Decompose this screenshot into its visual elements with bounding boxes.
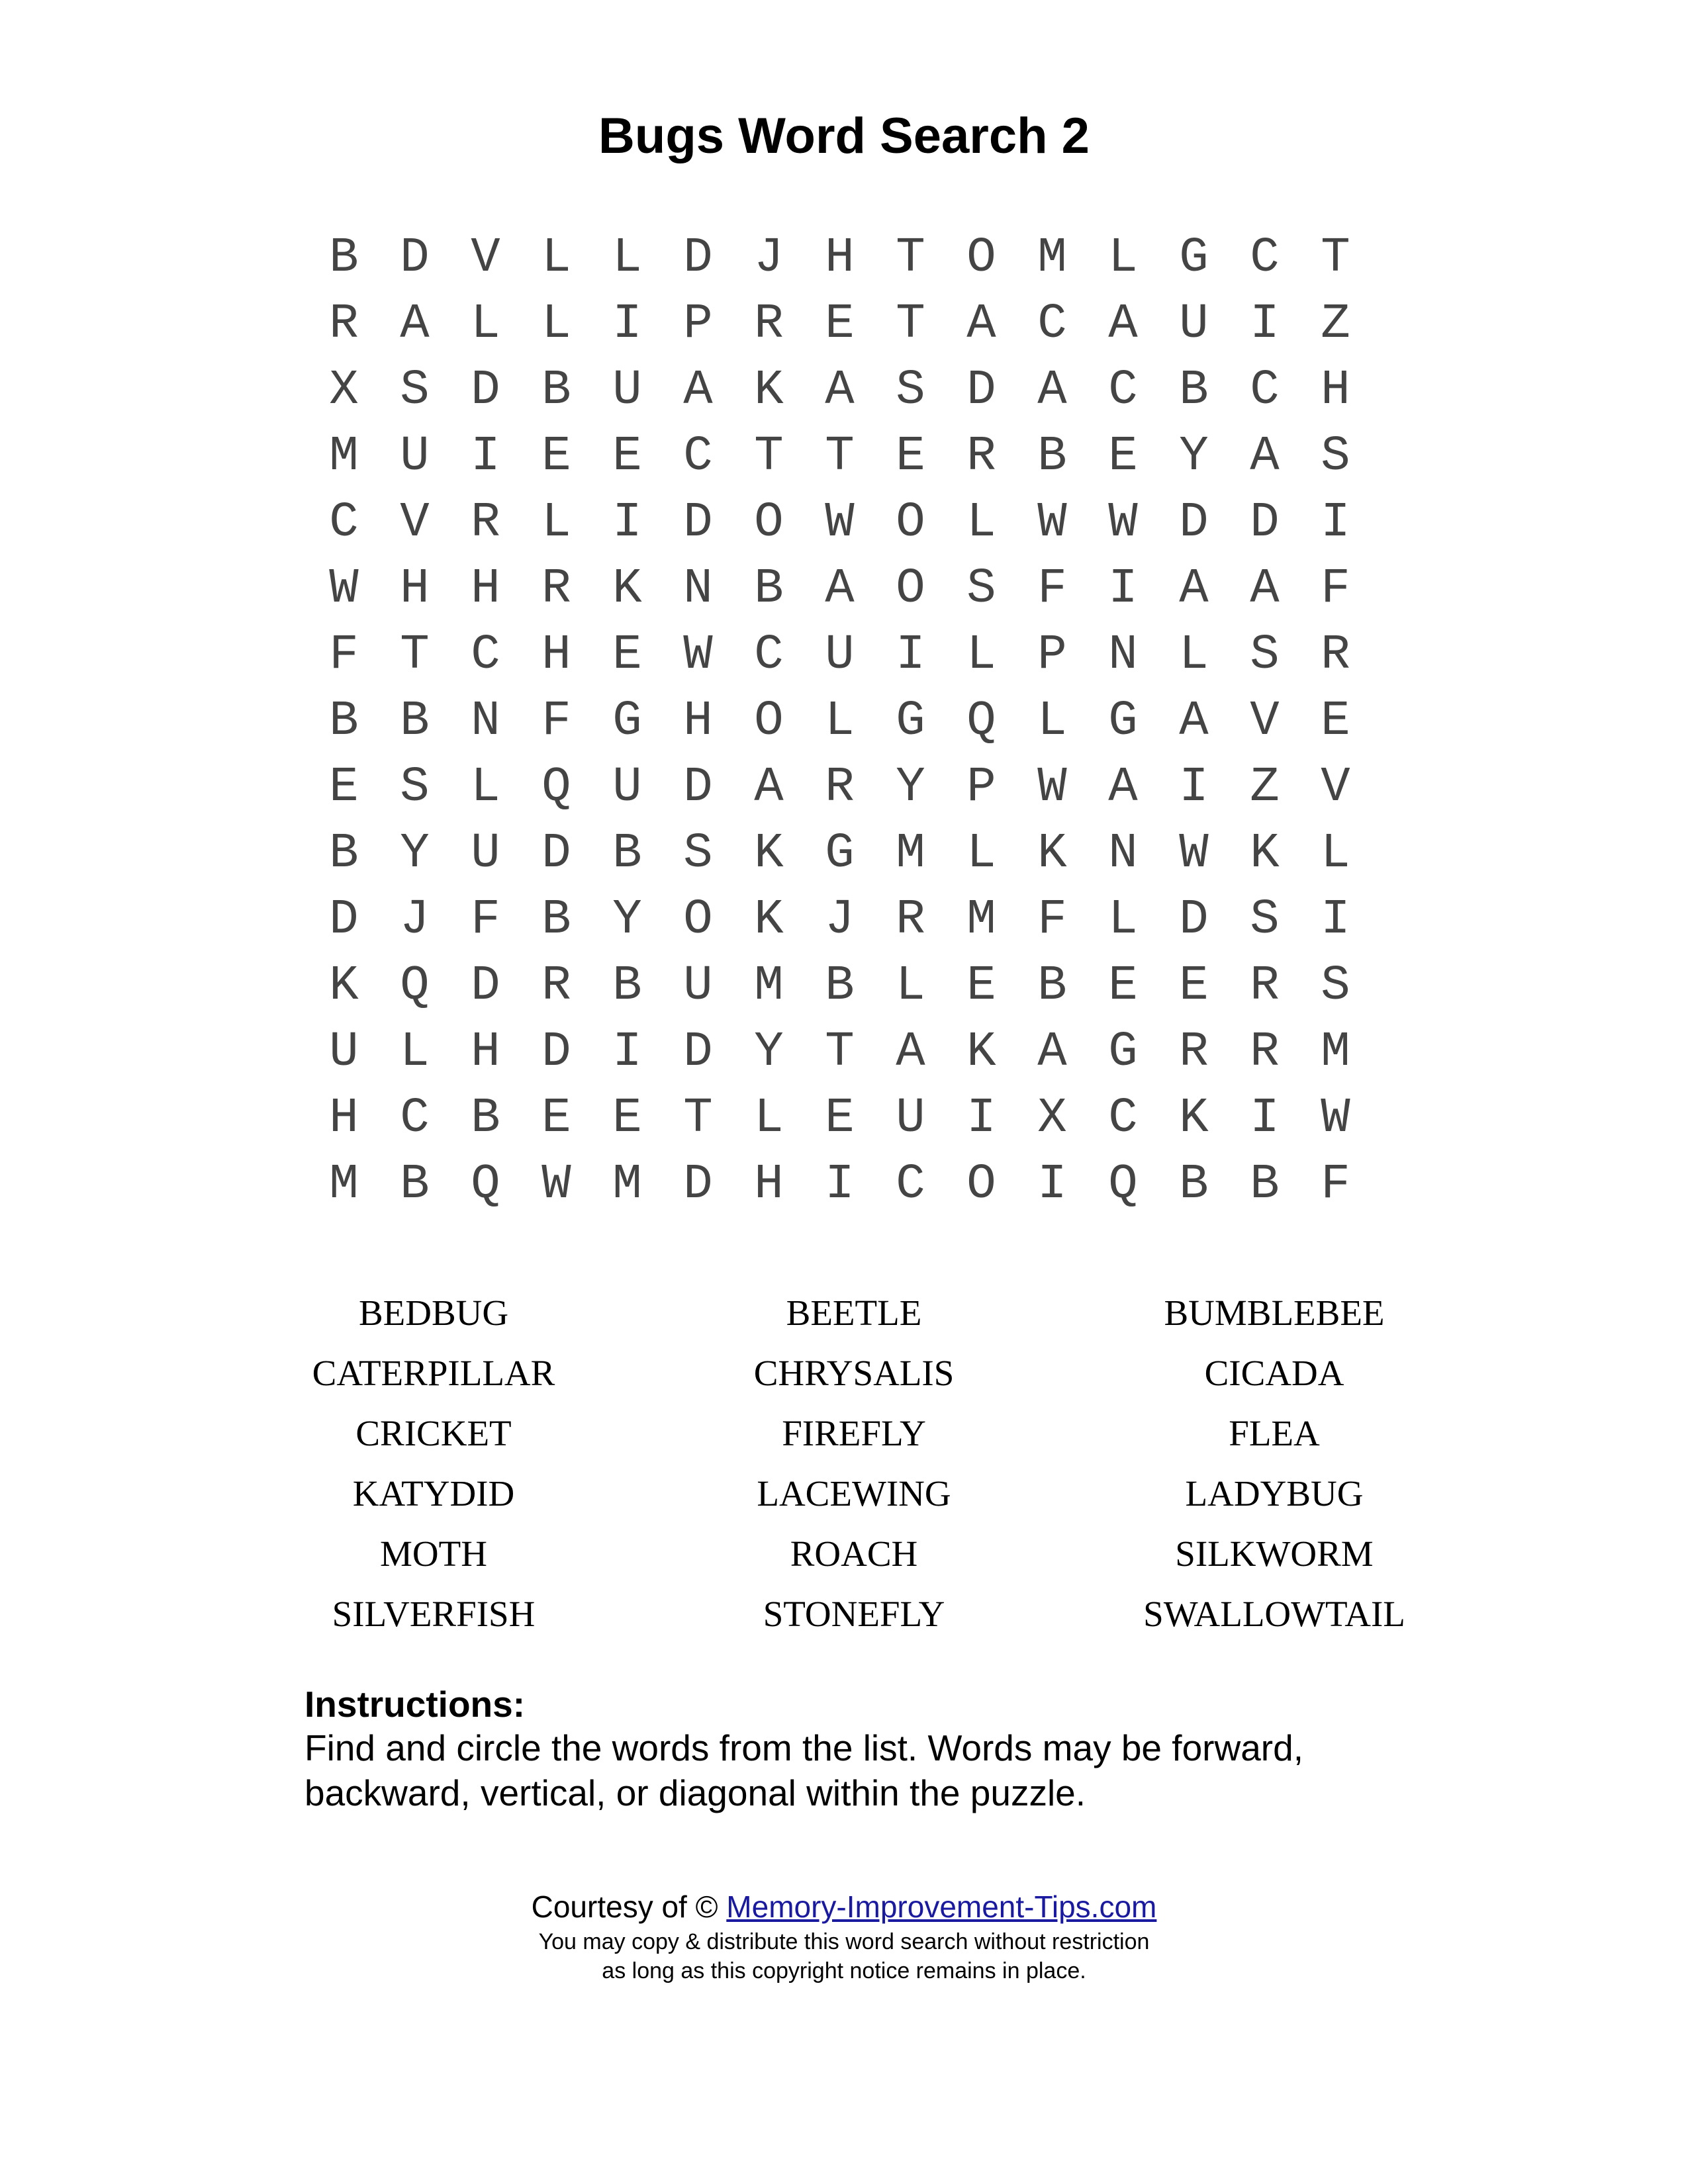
grid-letter: D: [1179, 495, 1209, 551]
grid-letter: U: [683, 958, 713, 1014]
grid-letter: H: [329, 1091, 359, 1146]
grid-letter: P: [683, 296, 713, 352]
grid-letter: B: [825, 958, 855, 1014]
grid-letter: L: [966, 627, 996, 683]
grid-letter: D: [1250, 495, 1280, 551]
grid-letter: U: [612, 760, 642, 815]
grid-letter: C: [683, 429, 713, 484]
grid-letter: A: [754, 760, 784, 815]
grid-letter: A: [1250, 429, 1280, 484]
courtesy-line: [0, 1886, 1688, 1927]
grid-letter: R: [1250, 1024, 1280, 1080]
word-list-item: ROACH: [790, 1533, 918, 1574]
grid-letter: E: [1179, 958, 1209, 1014]
grid-letter: A: [896, 1024, 925, 1080]
grid-letter: S: [683, 826, 713, 882]
grid-letter: F: [329, 627, 359, 683]
site-link[interactable]: Memory-Improvement-Tips.com: [726, 1889, 1157, 1924]
instructions-line-1: Find and circle the words from the list. Words may be forward,: [305, 1727, 1303, 1768]
grid-letter: C: [329, 495, 359, 551]
grid-letter: E: [1108, 429, 1138, 484]
grid-letter: W: [1037, 495, 1067, 551]
grid-letter: U: [1179, 296, 1209, 352]
word-list-item: SWALLOWTAIL: [1143, 1594, 1405, 1634]
grid-letter: H: [471, 561, 500, 617]
grid-letter: L: [754, 1091, 784, 1146]
grid-letter: R: [825, 760, 855, 815]
grid-letter: B: [400, 694, 430, 749]
grid-letter: P: [966, 760, 996, 815]
grid-letter: J: [754, 230, 784, 286]
grid-letter: E: [541, 1091, 571, 1146]
grid-letter: A: [966, 296, 996, 352]
grid-letter: F: [1321, 561, 1350, 617]
grid-letter: W: [541, 1157, 571, 1212]
grid-letter: U: [825, 627, 855, 683]
grid-letter: H: [471, 1024, 500, 1080]
grid-letter: K: [612, 561, 642, 617]
grid-letter: F: [1037, 892, 1067, 948]
grid-letter: R: [541, 958, 571, 1014]
grid-letter: U: [612, 363, 642, 418]
word-list-item: MOTH: [380, 1533, 487, 1574]
grid-letter: M: [329, 429, 359, 484]
grid-letter: X: [1037, 1091, 1067, 1146]
grid-letter: D: [683, 1157, 713, 1212]
letter-grid: [308, 225, 1371, 1218]
grid-letter: L: [612, 230, 642, 286]
word-list-item: SILVERFISH: [332, 1594, 536, 1634]
grid-letter: H: [683, 694, 713, 749]
grid-letter: B: [541, 892, 571, 948]
page-title: Bugs Word Search 2: [598, 108, 1090, 164]
grid-letter: D: [541, 826, 571, 882]
grid-letter: R: [541, 561, 571, 617]
grid-letter: A: [1108, 296, 1138, 352]
grid-letter: Y: [1179, 429, 1209, 484]
grid-letter: G: [1179, 230, 1209, 286]
grid-letter: H: [541, 627, 571, 683]
grid-letter: C: [1250, 230, 1280, 286]
grid-letter: F: [471, 892, 500, 948]
grid-letter: B: [1250, 1157, 1280, 1212]
grid-letter: M: [896, 826, 925, 882]
grid-letter: I: [1250, 296, 1280, 352]
grid-letter: L: [825, 694, 855, 749]
grid-letter: E: [1108, 958, 1138, 1014]
grid-letter: I: [612, 1024, 642, 1080]
grid-letter: O: [754, 694, 784, 749]
grid-letter: W: [1321, 1091, 1350, 1146]
grid-letter: T: [683, 1091, 713, 1146]
grid-letter: T: [754, 429, 784, 484]
grid-letter: T: [400, 627, 430, 683]
grid-letter: N: [471, 694, 500, 749]
grid-letter: I: [1321, 495, 1350, 551]
grid-letter: B: [1037, 429, 1067, 484]
grid-letter: D: [1179, 892, 1209, 948]
grid-letter: K: [754, 363, 784, 418]
grid-letter: I: [612, 495, 642, 551]
grid-letter: W: [1179, 826, 1209, 882]
grid-letter: T: [1321, 230, 1350, 286]
grid-letter: D: [471, 363, 500, 418]
grid-letter: Y: [400, 826, 430, 882]
grid-letter: I: [1037, 1157, 1067, 1212]
grid-letter: L: [1321, 826, 1350, 882]
grid-letter: B: [612, 826, 642, 882]
grid-letter: N: [1108, 826, 1138, 882]
grid-letter: Q: [966, 694, 996, 749]
grid-letter: D: [683, 1024, 713, 1080]
grid-letter: A: [1037, 1024, 1067, 1080]
grid-letter: L: [471, 760, 500, 815]
grid-letter: C: [1108, 363, 1138, 418]
grid-letter: D: [400, 230, 430, 286]
grid-letter: K: [966, 1024, 996, 1080]
grid-letter: M: [754, 958, 784, 1014]
grid-letter: K: [1250, 826, 1280, 882]
grid-letter: O: [966, 230, 996, 286]
grid-letter: V: [400, 495, 430, 551]
word-list: [291, 1283, 1417, 1644]
grid-letter: I: [471, 429, 500, 484]
grid-letter: W: [1108, 495, 1138, 551]
grid-letter: L: [541, 495, 571, 551]
grid-letter: E: [896, 429, 925, 484]
grid-letter: G: [1108, 694, 1138, 749]
grid-letter: A: [1108, 760, 1138, 815]
grid-letter: L: [1108, 892, 1138, 948]
grid-letter: B: [612, 958, 642, 1014]
grid-letter: I: [966, 1091, 996, 1146]
grid-letter: A: [683, 363, 713, 418]
grid-letter: M: [1037, 230, 1067, 286]
grid-letter: D: [329, 892, 359, 948]
grid-letter: L: [471, 296, 500, 352]
grid-letter: O: [683, 892, 713, 948]
grid-letter: O: [966, 1157, 996, 1212]
grid-letter: L: [541, 296, 571, 352]
grid-letter: E: [612, 429, 642, 484]
word-list-item: KATYDID: [352, 1473, 515, 1514]
grid-letter: C: [1250, 363, 1280, 418]
grid-letter: N: [1108, 627, 1138, 683]
grid-letter: L: [1179, 627, 1209, 683]
grid-letter: P: [1037, 627, 1067, 683]
grid-letter: L: [966, 495, 996, 551]
grid-letter: I: [825, 1157, 855, 1212]
grid-letter: B: [1037, 958, 1067, 1014]
grid-letter: A: [825, 363, 855, 418]
grid-letter: S: [1250, 892, 1280, 948]
grid-letter: Q: [541, 760, 571, 815]
grid-letter: E: [612, 1091, 642, 1146]
grid-letter: I: [1250, 1091, 1280, 1146]
grid-letter: H: [825, 230, 855, 286]
grid-letter: D: [683, 760, 713, 815]
copyright-line-2: as long as this copyright notice remains in place.: [602, 1958, 1086, 1983]
grid-letter: B: [329, 826, 359, 882]
grid-letter: L: [541, 230, 571, 286]
grid-letter: E: [329, 760, 359, 815]
grid-letter: S: [1321, 429, 1350, 484]
grid-letter: K: [754, 826, 784, 882]
grid-letter: C: [1108, 1091, 1138, 1146]
grid-letter: I: [1321, 892, 1350, 948]
grid-letter: E: [1321, 694, 1350, 749]
grid-letter: L: [1037, 694, 1067, 749]
grid-letter: C: [896, 1157, 925, 1212]
grid-letter: G: [1108, 1024, 1138, 1080]
grid-letter: B: [471, 1091, 500, 1146]
grid-letter: U: [471, 826, 500, 882]
grid-letter: R: [1321, 627, 1350, 683]
copyright-footer: [0, 1886, 1688, 1985]
grid-letter: T: [896, 296, 925, 352]
grid-letter: I: [896, 627, 925, 683]
grid-letter: E: [541, 429, 571, 484]
instructions-line-2: backward, vertical, or diagonal within the puzzle.: [305, 1772, 1086, 1813]
grid-letter: S: [896, 363, 925, 418]
grid-letter: O: [754, 495, 784, 551]
grid-letter: T: [896, 230, 925, 286]
grid-letter: W: [683, 627, 713, 683]
grid-letter: F: [541, 694, 571, 749]
word-list-item: BEDBUG: [358, 1293, 509, 1333]
word-list-item: SILKWORM: [1175, 1533, 1374, 1574]
grid-letter: A: [825, 561, 855, 617]
word-list-item: FLEA: [1229, 1413, 1320, 1453]
grid-letter: M: [1321, 1024, 1350, 1080]
grid-letter: R: [329, 296, 359, 352]
copyright-line-1: You may copy & distribute this word search without restriction: [538, 1929, 1150, 1954]
instructions-text: [305, 1725, 1430, 1815]
grid-letter: Q: [400, 958, 430, 1014]
word-list-item: CICADA: [1204, 1353, 1344, 1393]
word-list-item: LADYBUG: [1185, 1473, 1364, 1514]
grid-letter: Z: [1321, 296, 1350, 352]
grid-letter: R: [471, 495, 500, 551]
grid-letter: B: [754, 561, 784, 617]
grid-letter: S: [966, 561, 996, 617]
grid-letter: R: [754, 296, 784, 352]
grid-letter: M: [966, 892, 996, 948]
word-list-item: BUMBLEBEE: [1164, 1293, 1385, 1333]
grid-letter: S: [400, 363, 430, 418]
word-list-item: CHRYSALIS: [753, 1353, 955, 1393]
grid-letter: D: [683, 495, 713, 551]
grid-letter: E: [612, 627, 642, 683]
grid-letter: N: [683, 561, 713, 617]
grid-letter: D: [966, 363, 996, 418]
grid-letter: Q: [1108, 1157, 1138, 1212]
grid-letter: R: [1179, 1024, 1209, 1080]
grid-letter: W: [1037, 760, 1067, 815]
instructions-heading: Instructions:: [305, 1684, 526, 1725]
grid-letter: S: [400, 760, 430, 815]
grid-letter: E: [825, 1091, 855, 1146]
grid-letter: Y: [754, 1024, 784, 1080]
grid-letter: B: [541, 363, 571, 418]
grid-letter: U: [896, 1091, 925, 1146]
grid-letter: T: [825, 429, 855, 484]
grid-letter: R: [966, 429, 996, 484]
grid-letter: D: [683, 230, 713, 286]
grid-letter: F: [1321, 1157, 1350, 1212]
word-list-item: CATERPILLAR: [312, 1353, 555, 1393]
grid-letter: K: [1037, 826, 1067, 882]
grid-letter: U: [329, 1024, 359, 1080]
grid-letter: E: [825, 296, 855, 352]
grid-letter: R: [1250, 958, 1280, 1014]
grid-letter: O: [896, 561, 925, 617]
grid-letter: H: [754, 1157, 784, 1212]
grid-letter: L: [896, 958, 925, 1014]
grid-letter: B: [400, 1157, 430, 1212]
grid-letter: U: [400, 429, 430, 484]
grid-letter: S: [1321, 958, 1350, 1014]
grid-letter: A: [400, 296, 430, 352]
grid-letter: A: [1250, 561, 1280, 617]
grid-letter: Z: [1250, 760, 1280, 815]
grid-letter: C: [1037, 296, 1067, 352]
grid-letter: A: [1037, 363, 1067, 418]
grid-letter: Y: [896, 760, 925, 815]
word-list-item: FIREFLY: [782, 1413, 926, 1453]
grid-letter: W: [329, 561, 359, 617]
grid-letter: V: [1321, 760, 1350, 815]
grid-letter: B: [329, 694, 359, 749]
grid-letter: M: [612, 1157, 642, 1212]
grid-letter: V: [471, 230, 500, 286]
grid-letter: D: [471, 958, 500, 1014]
grid-letter: G: [896, 694, 925, 749]
grid-letter: B: [1179, 1157, 1209, 1212]
word-list-item: BEETLE: [786, 1293, 922, 1333]
grid-letter: F: [1037, 561, 1067, 617]
grid-letter: J: [825, 892, 855, 948]
grid-letter: G: [825, 826, 855, 882]
grid-letter: H: [400, 561, 430, 617]
grid-letter: S: [1250, 627, 1280, 683]
grid-letter: L: [400, 1024, 430, 1080]
grid-letter: C: [754, 627, 784, 683]
grid-letter: E: [966, 958, 996, 1014]
grid-letter: J: [400, 892, 430, 948]
grid-letter: W: [825, 495, 855, 551]
courtesy-text: Courtesy of ©: [531, 1889, 718, 1924]
grid-letter: G: [612, 694, 642, 749]
grid-letter: K: [1179, 1091, 1209, 1146]
grid-letter: Q: [471, 1157, 500, 1212]
grid-letter: I: [1108, 561, 1138, 617]
grid-letter: T: [825, 1024, 855, 1080]
grid-letter: C: [471, 627, 500, 683]
word-list-item: LACEWING: [757, 1473, 951, 1514]
word-list-item: STONEFLY: [763, 1594, 945, 1634]
word-list-item: CRICKET: [355, 1413, 512, 1453]
grid-letter: D: [541, 1024, 571, 1080]
grid-letter: I: [1179, 760, 1209, 815]
grid-letter: A: [1179, 561, 1209, 617]
grid-letter: M: [329, 1157, 359, 1212]
grid-letter: I: [612, 296, 642, 352]
grid-letter: R: [896, 892, 925, 948]
grid-letter: K: [754, 892, 784, 948]
grid-letter: B: [1179, 363, 1209, 418]
grid-letter: L: [1108, 230, 1138, 286]
grid-letter: B: [329, 230, 359, 286]
grid-letter: K: [329, 958, 359, 1014]
grid-letter: O: [896, 495, 925, 551]
grid-letter: H: [1321, 363, 1350, 418]
grid-letter: L: [966, 826, 996, 882]
grid-letter: A: [1179, 694, 1209, 749]
grid-letter: X: [329, 363, 359, 418]
grid-letter: C: [400, 1091, 430, 1146]
grid-letter: V: [1250, 694, 1280, 749]
grid-letter: Y: [612, 892, 642, 948]
